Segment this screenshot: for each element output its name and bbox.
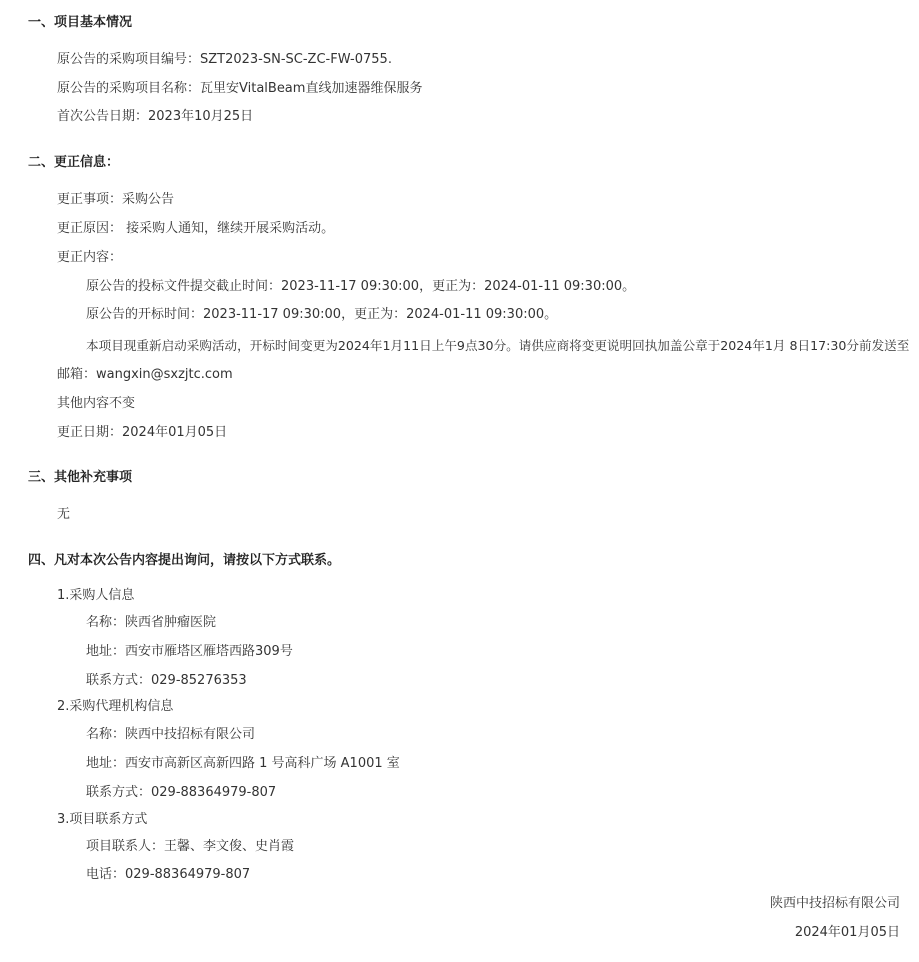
correction-content-line: 原公告的开标时间：2023-11-17 09:30:00，更正为：2024-01-11 09:30:00。: [86, 307, 558, 322]
first-announcement-date: 首次公告日期：2023年10月25日: [57, 109, 254, 124]
email-line: 邮箱：wangxin@sxzjtc.com: [57, 367, 233, 382]
agency-contact: 联系方式：029-88364979-807: [86, 785, 277, 800]
purchaser-address: 地址：西安市雁塔区雁塔西路309号: [86, 644, 293, 659]
section-1-title: 一、项目基本情况: [28, 15, 133, 30]
correction-date: 更正日期：2024年01月05日: [57, 425, 228, 440]
project-contact-heading: 3.项目联系方式: [57, 812, 148, 827]
other-unchanged: 其他内容不变: [57, 396, 136, 411]
section-2-title: 二、更正信息：: [28, 155, 120, 170]
correction-content-label: 更正内容：: [57, 250, 123, 265]
purchaser-name: 名称：陕西省肿瘤医院: [86, 615, 217, 630]
correction-content-line: 本项目现重新启动采购活动，开标时间变更为2024年1月11日上午9点30分。请供应商将变更说明回执加盖公章于2024年1月 8日17:30分前发送至: [86, 338, 910, 353]
correction-reason: 更正原因： 接采购人通知，继续开展采购活动。: [57, 221, 335, 236]
project-contact-persons: 项目联系人：王馨、李文俊、史肖霞: [86, 839, 295, 854]
project-name: 原公告的采购项目名称：瓦里安VitalBeam直线加速器维保服务: [57, 81, 423, 96]
purchaser-contact: 联系方式：029-85276353: [86, 673, 247, 688]
agency-name: 名称：陕西中技招标有限公司: [86, 727, 256, 742]
project-number: 原公告的采购项目编号：SZT2023-SN-SC-ZC-FW-0755.: [57, 52, 392, 67]
project-contact-phone: 电话：029-88364979-807: [86, 867, 251, 882]
correction-content-line: 原公告的投标文件提交截止时间：2023-11-17 09:30:00，更正为：2024-01-11 09:30:00。: [86, 279, 636, 294]
correction-item: 更正事项：采购公告: [57, 192, 175, 207]
footer-date: 2024年01月05日: [794, 925, 900, 940]
purchaser-heading: 1.采购人信息: [57, 588, 135, 603]
section-3-title: 三、其他补充事项: [28, 470, 133, 485]
agency-address: 地址：西安市高新区高新四路 1 号高科广场 A1001 室: [86, 756, 400, 771]
footer-company: 陕西中技招标有限公司: [769, 896, 900, 911]
agency-heading: 2.采购代理机构信息: [57, 699, 174, 714]
supplementary-content: 无: [57, 507, 71, 522]
section-4-title: 四、凡对本次公告内容提出询问，请按以下方式联系。: [28, 553, 341, 568]
